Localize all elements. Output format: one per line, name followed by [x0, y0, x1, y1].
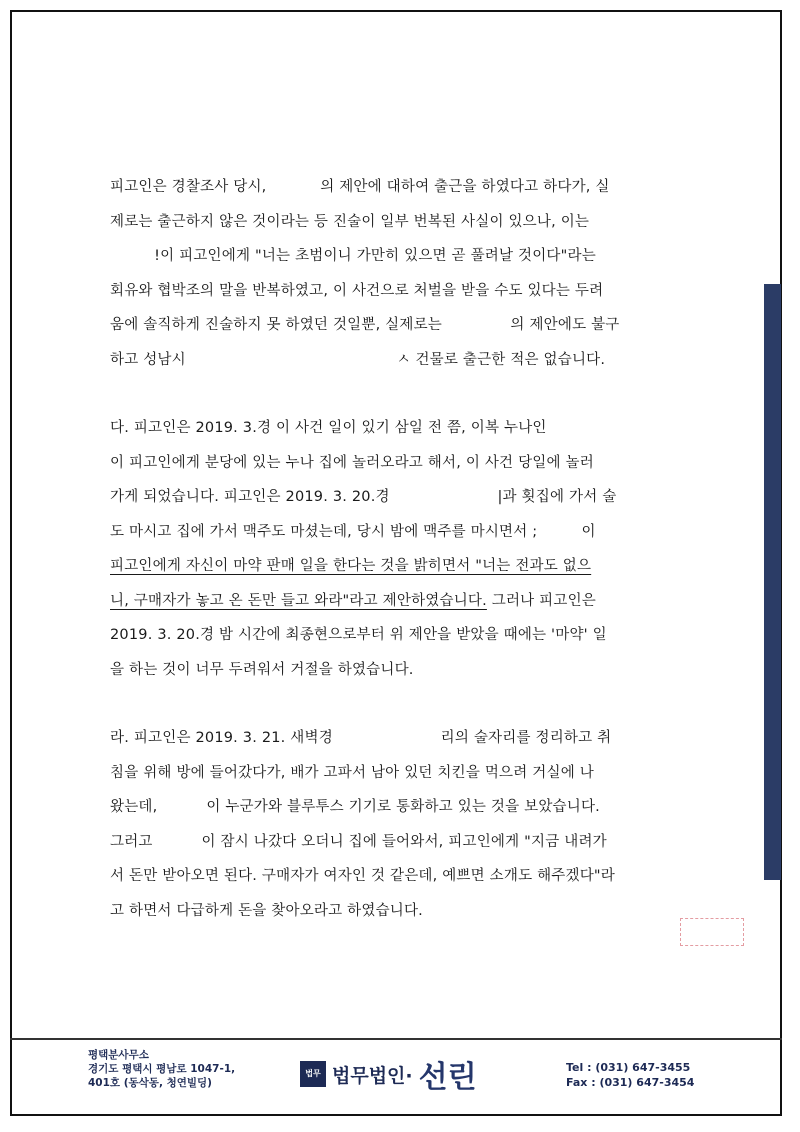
- text-line: 가게 되었습니다. 피고인은 2019. 3. 20.경 |과 횟집에 가서 술: [110, 489, 617, 505]
- underlined-line: 피고인에게 자신이 마약 판매 일을 한다는 것을 밝히면서 "너는 전과도 없으: [110, 558, 592, 574]
- text-line: 고 하면서 다급하게 돈을 찾아오라고 하였습니다.: [110, 902, 423, 919]
- paragraph-1: [110, 170, 688, 377]
- text-line: 그러고 이 잠시 나갔다 오더니 집에 들어와서, 피고인에게 "지금 내려가: [110, 833, 607, 850]
- text-line: 2019. 3. 20.경 밤 시간에 최종현으로부터 위 제안을 받았을 때에는 '마약' 일: [110, 627, 607, 643]
- document-body: [110, 170, 688, 928]
- address-line-2: 401호 (동삭동, 청연빌딩): [88, 1077, 212, 1089]
- address-line-1: 경기도 평택시 평남로 1047-1,: [88, 1063, 236, 1075]
- text-line: 움에 솔직하게 진술하지 못 하였던 것일뿐, 실제로는 의 제안에도 불구: [110, 317, 620, 333]
- office-name: 평택분사무소: [88, 1049, 149, 1061]
- law-firm-logo-icon: 법무: [300, 1061, 326, 1087]
- text-line: 침을 위해 방에 들어갔다가, 배가 고파서 남아 있던 치킨을 먹으려 거실에 나: [110, 764, 594, 781]
- text-line-tail: 그러나 피고인은: [486, 592, 596, 609]
- text-line: 도 마시고 집에 가서 맥주도 마셨는데, 당시 밤에 맥주를 마시면서 ; 이: [110, 523, 596, 540]
- footer-divider: [10, 1038, 782, 1040]
- text-line: 회유와 협박조의 말을 반복하였고, 이 사건으로 처벌을 받을 수도 있다는 두려: [110, 282, 604, 299]
- tel-number: Tel : (031) 647-3455: [566, 1061, 691, 1074]
- text-line: 제로는 출근하지 않은 것이라는 등 진술이 일부 번복된 사실이 있으나, 이는: [110, 213, 590, 230]
- text-line: 왔는데, 이 누군가와 블루투스 기기로 통화하고 있는 것을 보았습니다.: [110, 799, 600, 815]
- footer-office-info: [88, 1048, 235, 1090]
- text-line: 다. 피고인은 2019. 3.경 이 사건 일이 있기 삼일 전 쯤, 이복 누나인: [110, 420, 547, 436]
- text-line: 피고인은 경찰조사 당시, 의 제안에 대하여 출근을 하였다고 하다가, 실: [110, 179, 610, 195]
- text-line: 서 돈만 받아오면 된다. 구매자가 여자인 것 같은데, 예쁘면 소개도 해주겠다"라: [110, 868, 615, 884]
- red-seal-stamp-icon: [680, 918, 744, 946]
- paragraph-2: [110, 411, 688, 687]
- paragraph-3: [110, 721, 688, 928]
- text-line: 이 피고인에게 분당에 있는 누나 집에 놀러오라고 해서, 이 사건 당일에 놀러: [110, 454, 594, 471]
- footer-contact: [566, 1060, 694, 1090]
- text-line: 을 하는 것이 너무 두려워서 거절을 하였습니다.: [110, 661, 414, 678]
- text-line: 라. 피고인은 2019. 3. 21. 새벽경 리의 술자리를 정리하고 취: [110, 730, 612, 746]
- text-line: 하고 성남시 ㅅ 건물로 출근한 적은 없습니다.: [110, 351, 606, 368]
- text-line: !이 피고인에게 "너는 초범이니 가만히 있으면 곧 풀려날 것이다"라는: [110, 248, 596, 264]
- underlined-line: 니, 구매자가 놓고 온 돈만 들고 와라"라고 제안하였습니다.: [110, 592, 487, 609]
- firm-logo: [300, 1052, 477, 1096]
- side-color-bar: [764, 284, 781, 880]
- firm-prefix: 법무법인·: [332, 1064, 413, 1087]
- firm-name: 선린: [418, 1060, 477, 1095]
- fax-number: Fax : (031) 647-3454: [566, 1076, 695, 1089]
